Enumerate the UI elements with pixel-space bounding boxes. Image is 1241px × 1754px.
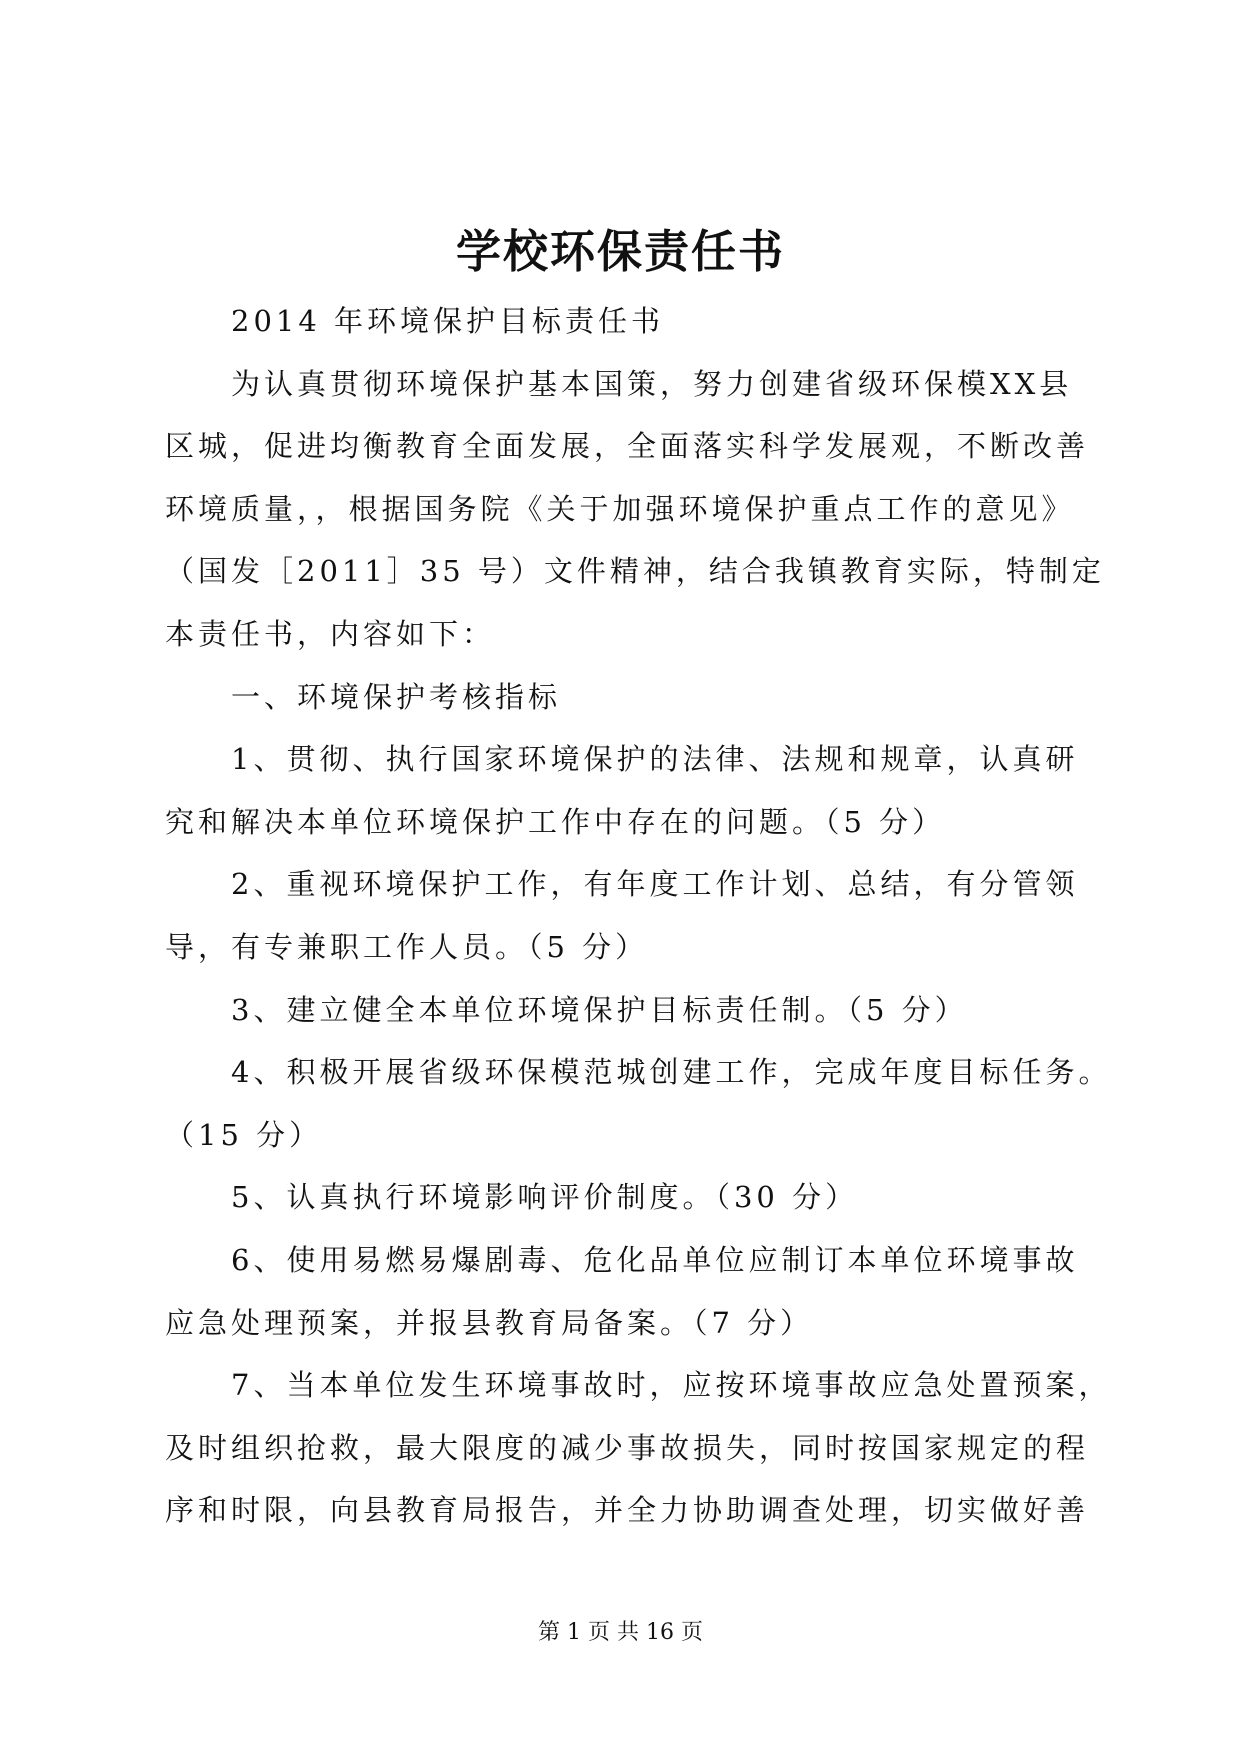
text-line: 5、认真执行环境影响评价制度。（30 分） [231, 1180, 859, 1215]
list-item [165, 1166, 1165, 1229]
text-line: （15 分） [165, 1117, 323, 1152]
text-line: 及时组织抢救，最大限度的减少事故损失，同时按国家规定的程 [165, 1430, 1090, 1465]
text-line: 4、积极开展省级环保模范城创建工作，完成年度目标任务。 [231, 1055, 1112, 1090]
document-body [165, 290, 1165, 1542]
text-line: 应急处理预案，并报县教育局备案。（7 分） [165, 1305, 814, 1340]
text-line: 环境质量，，根据国务院《关于加强环境保护重点工作的意见》 [165, 491, 1075, 526]
text-line: 区城，促进均衡教育全面发展，全面落实科学发展观，不断改善 [165, 429, 1090, 464]
text-line: 本责任书，内容如下： [165, 616, 496, 651]
list-item [165, 1354, 1165, 1542]
text-line: 6、使用易燃易爆剧毒、危化品单位应制订本单位环境事故 [231, 1242, 1079, 1277]
text-line: （国发［2011］35 号）文件精神，结合我镇教育实际，特制定 [165, 554, 1105, 589]
text-line: 一、环境保护考核指标 [231, 679, 562, 714]
list-item [165, 979, 1165, 1042]
list-item [165, 853, 1165, 978]
text-line: 究和解决本单位环境保护工作中存在的问题。（5 分） [165, 804, 946, 839]
text-line: 导，有专兼职工作人员。（5 分） [165, 929, 649, 964]
section-heading [165, 666, 1165, 729]
text-line: 序和时限，向县教育局报告，并全力协助调查处理，切实做好善 [165, 1493, 1090, 1528]
document-title: 学校环保责任书 [455, 225, 785, 278]
list-item [165, 1041, 1165, 1166]
text-line: 3、建立健全本单位环境保护目标责任制。（5 分） [231, 992, 968, 1027]
paragraph-intro [165, 353, 1165, 666]
document-subtitle: 2014 年环境保护目标责任书 [231, 304, 665, 338]
text-line: 为认真贯彻环境保护基本国策，努力创建省级环保模XX县 [231, 366, 1073, 401]
page-number-footer: 第 1 页 共 16 页 [538, 1620, 703, 1645]
list-item [165, 1229, 1165, 1354]
text-line: 1、贯彻、执行国家环境保护的法律、法规和规章，认真研 [231, 742, 1079, 777]
text-line: 2、重视环境保护工作，有年度工作计划、总结，有分管领 [231, 867, 1079, 902]
text-line: 7、当本单位发生环境事故时，应按环境事故应急处置预案， [231, 1368, 1112, 1403]
list-item [165, 728, 1165, 853]
